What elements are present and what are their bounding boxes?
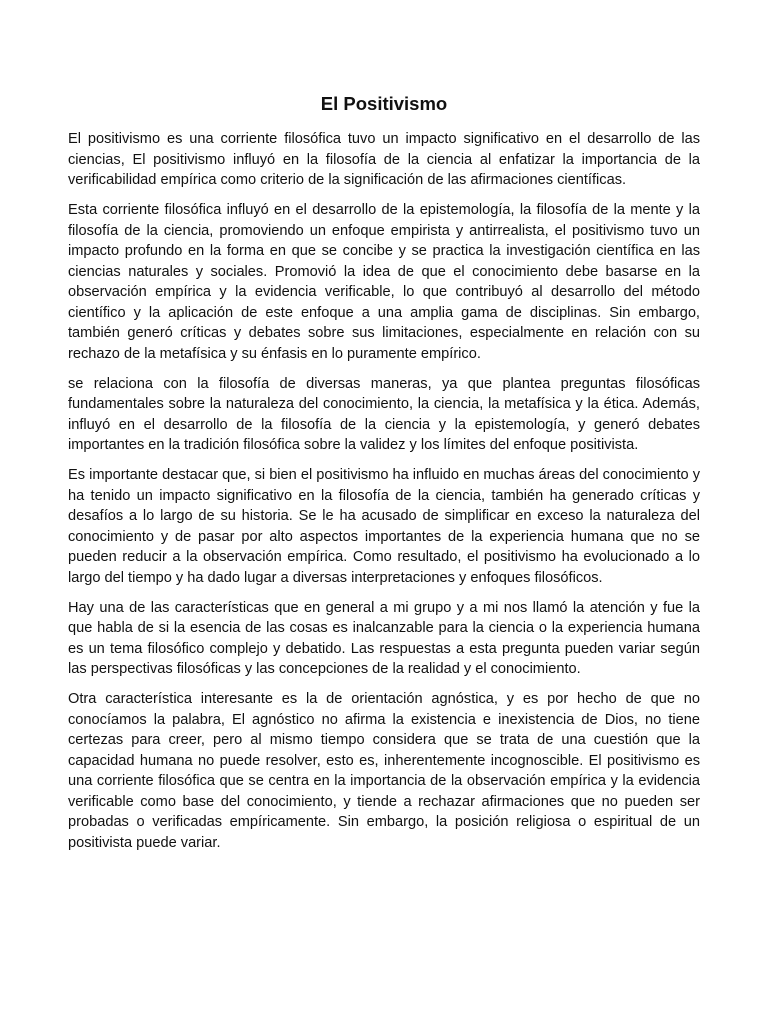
paragraph-2: Esta corriente filosófica influyó en el desarrollo de la epistemología, la filosofía de la mente y la filosofía de la ciencia, promoviendo un enfoque empirista y antirrealista, el positivismo tuvo un impacto profundo en la forma en que se concibe y se practica la investigación científica en las ciencias naturales y sociales. Promovió la idea de que el conocimiento debe basarse en la observación empírica y la evidencia verificable, lo que contribuyó al desarrollo del método científico y la aplicación de este enfoque a una amplia gama de disciplinas. Sin embargo, también generó críticas y debates sobre sus limitaciones, especialmente en relación con su rechazo de la metafísica y su énfasis en lo puramente empírico. <box>68 202 700 362</box>
document-page <box>68 92 700 863</box>
paragraph-1: El positivismo es una corriente filosófica tuvo un impacto significativo en el desarrollo de las ciencias, El positivismo influyó en la filosofía de la ciencia al enfatizar la importancia de la verificabilidad empírica como criterio de la significación de las afirmaciones científicas. <box>68 131 700 188</box>
document-title: El Positivismo <box>320 93 448 114</box>
paragraph-6: Otra característica interesante es la de orientación agnóstica, y es por hecho de que no conocíamos la palabra, El agnóstico no afirma la existencia e inexistencia de Dios, no tiene certezas para creer, pero al mismo tiempo considera que se trata de una cuestión que la capacidad humana no puede resolver, esto es, inherentemente incognoscible. El positivismo es una corriente filosófica que se centra en la importancia de la observación empírica y la evidencia verificable como base del conocimiento, y tiende a rechazar afirmaciones que no pueden ser probadas o verificadas empíricamente. Sin embargo, la posición religiosa o espiritual de un positivista puede variar. <box>68 691 700 851</box>
paragraph-3: se relaciona con la filosofía de diversas maneras, ya que plantea preguntas filosóficas fundamentales sobre la naturaleza del conocimiento, la ciencia, la metafísica y la ética. Además, influyó en el desarrollo de la filosofía de la ciencia y la epistemología, y generó debates importantes en la tradición filosófica sobre la validez y los límites del enfoque positivista. <box>68 375 700 453</box>
paragraph-4: Es importante destacar que, si bien el positivismo ha influido en muchas áreas del conocimiento y ha tenido un impacto significativo en la filosofía de la ciencia, también ha generado críticas y desafíos a lo largo de su historia. Se le ha acusado de simplificar en exceso la naturaleza del conocimiento y de pasar por alto aspectos importantes de la experiencia humana que no se pueden reducir a la observación empírica. Como resultado, el positivismo ha evolucionado a lo largo del tiempo y ha dado lugar a diversas interpretaciones y enfoques filosóficos. <box>68 467 700 586</box>
paragraph-5: Hay una de las características que en general a mi grupo y a mi nos llamó la atención y fue la que habla de si la esencia de las cosas es inalcanzable para la ciencia o la experiencia humana es un tema filosófico complejo y debatido. Las respuestas a esta pregunta pueden variar según las perspectivas filosóficas y las concepciones de la realidad y el conocimiento. <box>68 599 700 677</box>
